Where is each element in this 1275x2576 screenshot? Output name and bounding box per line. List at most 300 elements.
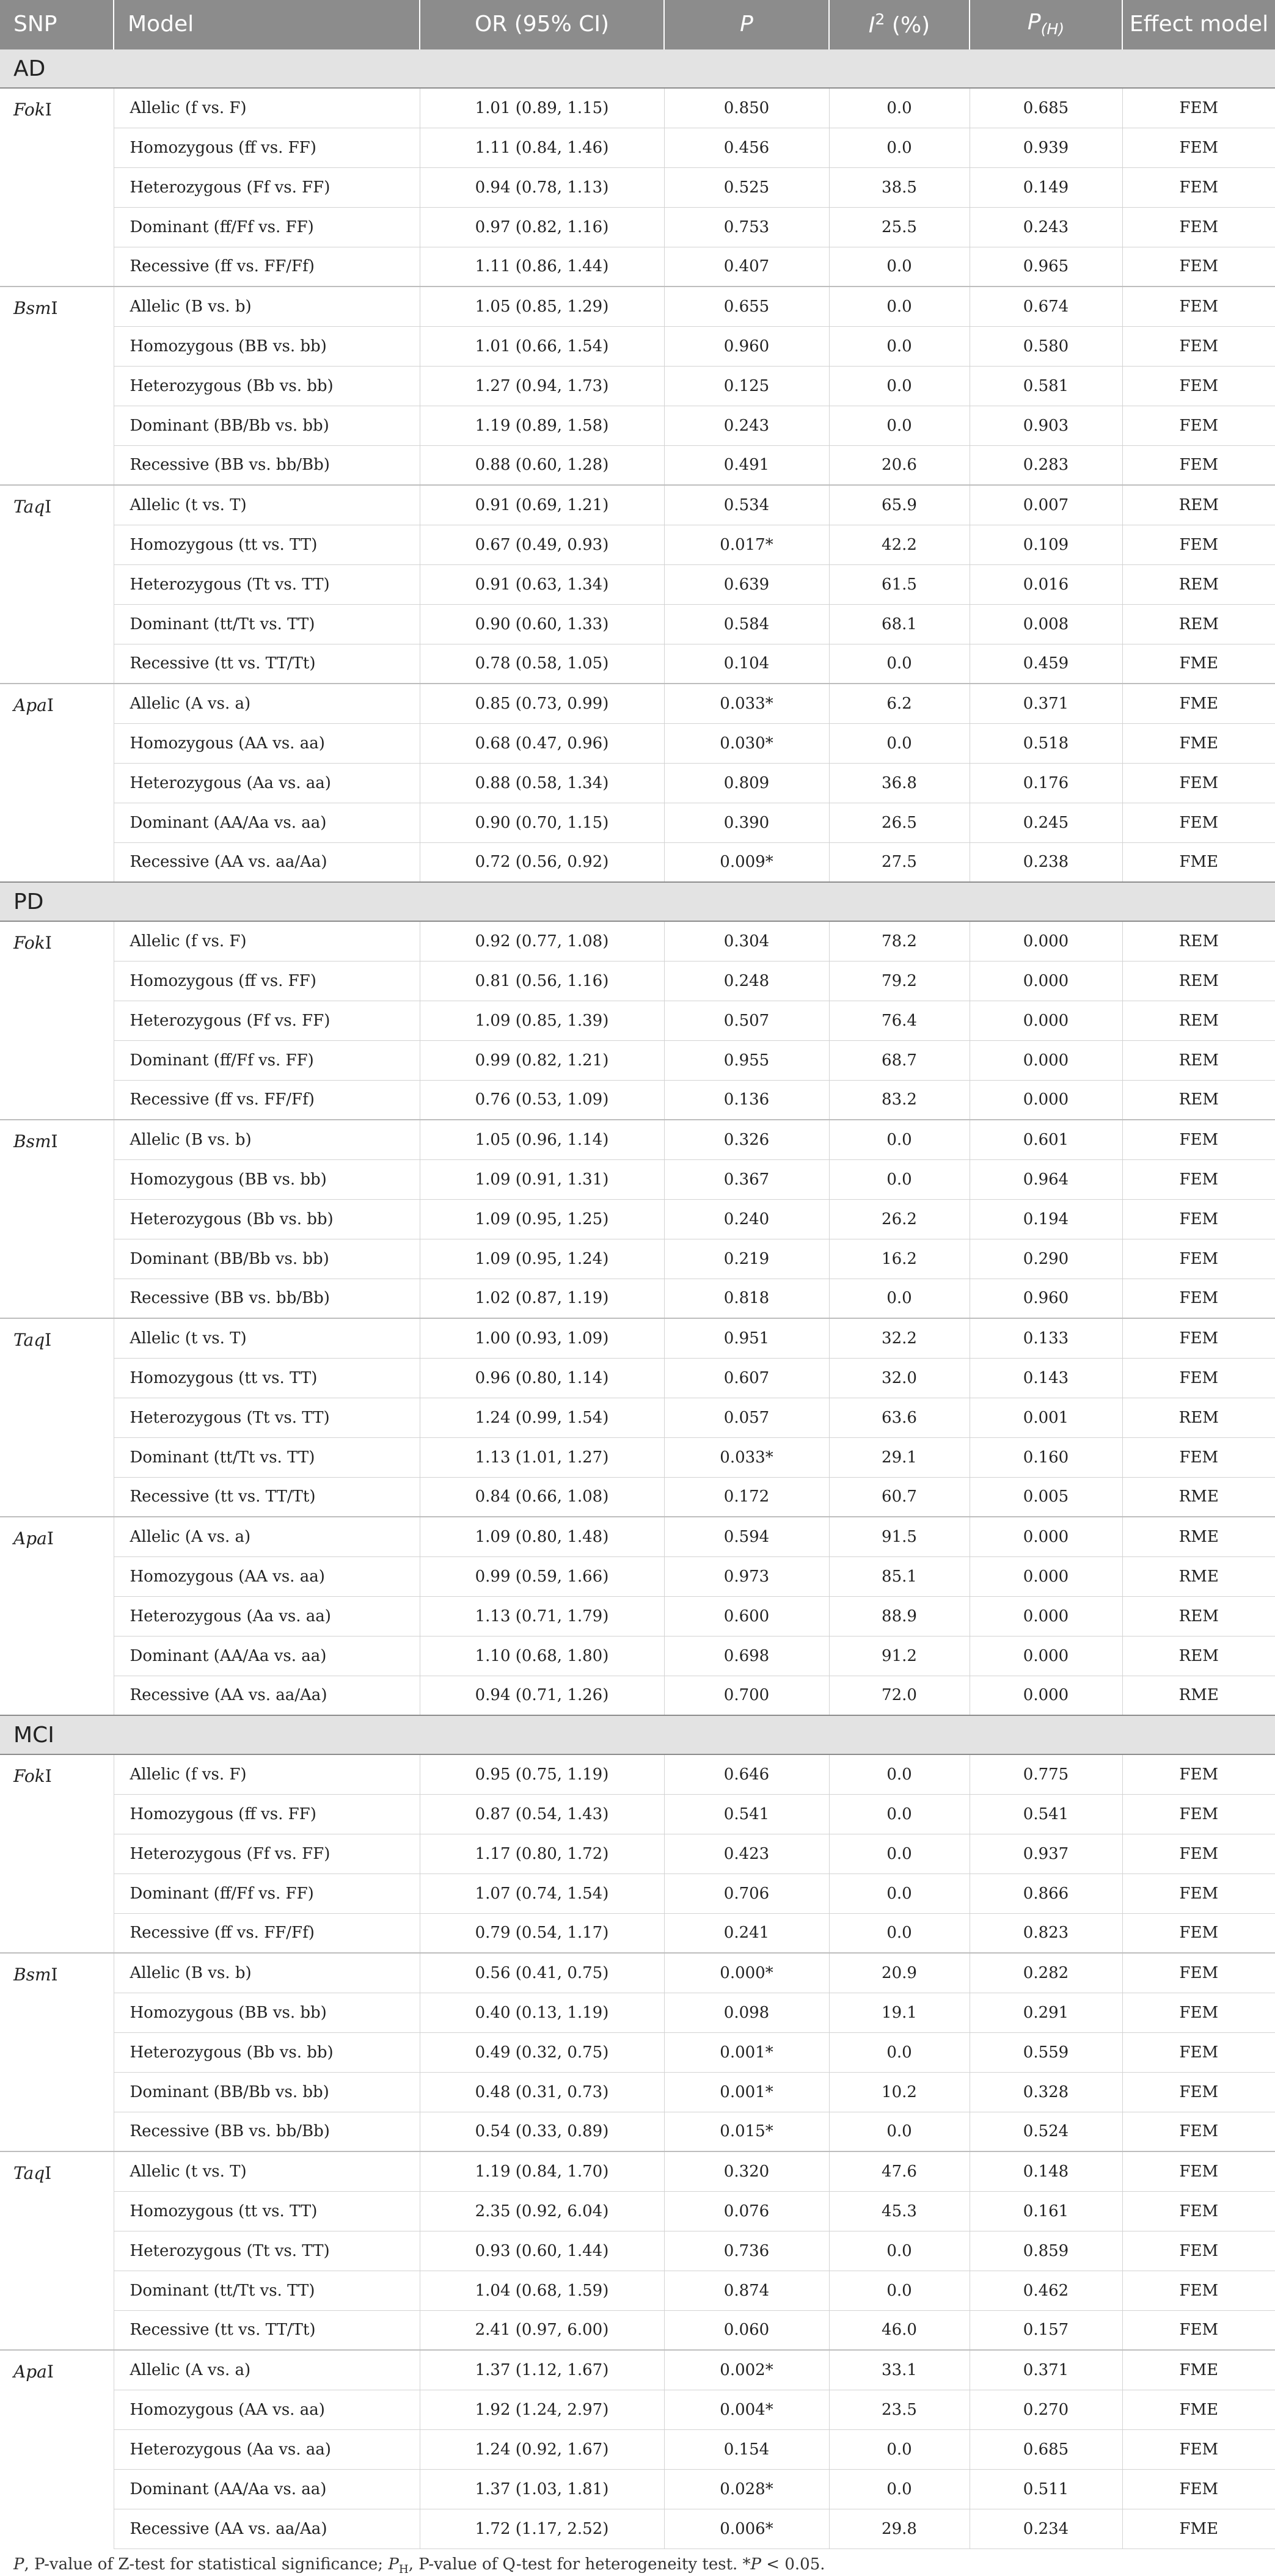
p-cell: 0.136 [664,1080,829,1120]
table-row [0,1913,1275,1953]
p-cell: 0.607 [664,1358,829,1398]
p-cell: 0.240 [664,1199,829,1239]
effect-cell: REM [1122,1636,1275,1676]
header-row [0,0,1275,49]
or-cell: 0.92 (0.77, 1.08) [420,921,664,961]
p-cell: 0.001* [664,2032,829,2072]
effect-cell: FEM [1122,88,1275,128]
or-cell: 1.11 (0.84, 1.46) [420,128,664,167]
ph-cell: 0.000 [970,1517,1122,1556]
effect-cell: REM [1122,921,1275,961]
or-cell: 1.72 (1.17, 2.52) [420,2509,664,2549]
table-row [0,2271,1275,2310]
table-row [0,1358,1275,1398]
effect-cell: FEM [1122,2191,1275,2231]
i2-cell: 26.2 [829,1199,970,1239]
p-cell: 0.541 [664,1794,829,1834]
i2-cell: 0.0 [829,2429,970,2469]
i2-cell: 91.2 [829,1636,970,1676]
i2-cell: 60.7 [829,1477,970,1517]
model-cell: Homozygous (BB vs. bb) [114,1993,420,2032]
effect-cell: REM [1122,1040,1275,1080]
effect-cell: FEM [1122,1120,1275,1159]
section-label: PD [0,882,1275,921]
ph-cell: 0.965 [970,247,1122,286]
or-cell: 1.09 (0.85, 1.39) [420,1001,664,1040]
snp-label [0,1318,114,1517]
ph-cell: 0.371 [970,2350,1122,2390]
table-row [0,2032,1275,2072]
model-cell: Heterozygous (Bb vs. bb) [114,1199,420,1239]
snp-label [0,684,114,882]
p-cell: 0.655 [664,286,829,326]
ph-cell: 0.511 [970,2469,1122,2509]
ph-cell: 0.524 [970,2112,1122,2151]
i2-cell: 0.0 [829,247,970,286]
model-cell: Recessive (BB vs. bb/Bb) [114,2112,420,2151]
or-cell: 1.11 (0.86, 1.44) [420,247,664,286]
i2-cell: 46.0 [829,2310,970,2350]
effect-cell: FME [1122,723,1275,763]
effect-cell: FEM [1122,763,1275,803]
or-cell: 1.37 (1.03, 1.81) [420,2469,664,2509]
effect-cell: FME [1122,644,1275,684]
p-cell: 0.584 [664,604,829,644]
i2-cell: 68.1 [829,604,970,644]
snp-suffix: I [51,1965,58,1985]
p-cell: 0.219 [664,1239,829,1279]
effect-cell: FEM [1122,2429,1275,2469]
i2-cell: 0.0 [829,1120,970,1159]
p-cell: 0.639 [664,564,829,604]
p-cell: 0.736 [664,2231,829,2271]
ph-cell: 0.161 [970,2191,1122,2231]
snp-suffix: I [45,100,52,120]
p-cell: 0.057 [664,1398,829,1437]
or-cell: 0.56 (0.41, 0.75) [420,1953,664,1993]
snp-name: Bsm [13,298,51,318]
table-row [0,2469,1275,2509]
model-cell: Heterozygous (Tt vs. TT) [114,2231,420,2271]
section-row [0,882,1275,921]
model-cell: Homozygous (ff vs. FF) [114,1794,420,1834]
or-cell: 1.04 (0.68, 1.59) [420,2271,664,2310]
or-cell: 0.84 (0.66, 1.08) [420,1477,664,1517]
model-cell: Homozygous (ff vs. FF) [114,128,420,167]
p-cell: 0.525 [664,167,829,207]
i2-cell: 0.0 [829,88,970,128]
p-cell: 0.646 [664,1754,829,1794]
effect-cell: FEM [1122,1358,1275,1398]
snp-label [0,1953,114,2151]
ph-cell: 0.937 [970,1834,1122,1874]
snp-label [0,1754,114,1953]
ph-cell: 0.000 [970,1556,1122,1596]
model-cell: Homozygous (tt vs. TT) [114,2191,420,2231]
i2-cell: 78.2 [829,921,970,961]
p-cell: 0.030* [664,723,829,763]
effect-cell: FEM [1122,445,1275,485]
effect-cell: FEM [1122,1953,1275,1993]
header-i2-unit: (%) [885,13,930,38]
model-cell: Homozygous (tt vs. TT) [114,1358,420,1398]
model-cell: Dominant (AA/Aa vs. aa) [114,1636,420,1676]
effect-cell: FEM [1122,1239,1275,1279]
or-cell: 1.13 (0.71, 1.79) [420,1596,664,1636]
snp-label [0,1517,114,1715]
i2-cell: 36.8 [829,763,970,803]
header-ph-sub: (H) [1040,20,1065,38]
p-cell: 0.753 [664,207,829,247]
snp-suffix: I [45,933,52,953]
p-cell: 0.000* [664,1953,829,1993]
i2-cell: 45.3 [829,2191,970,2231]
p-cell: 0.973 [664,1556,829,1596]
model-cell: Recessive (BB vs. bb/Bb) [114,1279,420,1318]
table-row [0,1159,1275,1199]
i2-cell: 0.0 [829,1159,970,1199]
ph-cell: 0.016 [970,564,1122,604]
p-cell: 0.698 [664,1636,829,1676]
or-cell: 1.17 (0.80, 1.72) [420,1834,664,1874]
p-cell: 0.818 [664,1279,829,1318]
model-cell: Allelic (B vs. b) [114,1953,420,1993]
p-cell: 0.534 [664,485,829,525]
table-row [0,1874,1275,1913]
or-cell: 0.87 (0.54, 1.43) [420,1794,664,1834]
model-cell: Homozygous (ff vs. FF) [114,961,420,1001]
ph-cell: 0.000 [970,1080,1122,1120]
ph-cell: 0.000 [970,1676,1122,1715]
effect-cell: RME [1122,1676,1275,1715]
table-row [0,1953,1275,1993]
effect-cell: FEM [1122,1754,1275,1794]
ph-cell: 0.580 [970,326,1122,366]
table-row [0,2509,1275,2549]
table-row [0,286,1275,326]
i2-cell: 61.5 [829,564,970,604]
table-row [0,1556,1275,1596]
or-cell: 0.96 (0.80, 1.14) [420,1358,664,1398]
i2-cell: 10.2 [829,2072,970,2112]
p-cell: 0.104 [664,644,829,684]
or-cell: 1.10 (0.68, 1.80) [420,1636,664,1676]
ph-cell: 0.245 [970,803,1122,842]
model-cell: Recessive (BB vs. bb/Bb) [114,445,420,485]
ph-cell: 0.149 [970,167,1122,207]
or-cell: 0.54 (0.33, 0.89) [420,2112,664,2151]
or-cell: 0.67 (0.49, 0.93) [420,525,664,564]
model-cell: Dominant (tt/Tt vs. TT) [114,604,420,644]
table-row [0,2310,1275,2350]
or-cell: 0.99 (0.82, 1.21) [420,1040,664,1080]
ph-cell: 0.518 [970,723,1122,763]
ph-cell: 0.291 [970,1993,1122,2032]
p-cell: 0.390 [664,803,829,842]
ph-cell: 0.462 [970,2271,1122,2310]
table-row [0,1080,1275,1120]
or-cell: 1.19 (0.89, 1.58) [420,406,664,445]
or-cell: 0.68 (0.47, 0.96) [420,723,664,763]
effect-cell: FEM [1122,1279,1275,1318]
or-cell: 0.48 (0.31, 0.73) [420,2072,664,2112]
table-row [0,1398,1275,1437]
model-cell: Dominant (BB/Bb vs. bb) [114,2072,420,2112]
table-row [0,2350,1275,2390]
ph-cell: 0.133 [970,1318,1122,1358]
model-cell: Recessive (tt vs. TT/Tt) [114,2310,420,2350]
snp-name: Taq [13,1330,45,1350]
p-cell: 0.951 [664,1318,829,1358]
table-row [0,842,1275,882]
snp-name: Fok [13,933,45,953]
or-cell: 0.91 (0.69, 1.21) [420,485,664,525]
i2-cell: 38.5 [829,167,970,207]
table-row [0,921,1275,961]
snp-name: Bsm [13,1965,51,1985]
ph-cell: 0.005 [970,1477,1122,1517]
p-cell: 0.243 [664,406,829,445]
effect-cell: REM [1122,1080,1275,1120]
or-cell: 0.85 (0.73, 0.99) [420,684,664,723]
effect-cell: FME [1122,2390,1275,2429]
footnote-ph-text: , P-value of Q-test for heterogeneity test. * [408,2555,751,2574]
effect-cell: FEM [1122,1834,1275,1874]
i2-cell: 16.2 [829,1239,970,1279]
table-row [0,1318,1275,1358]
section-label: AD [0,49,1275,88]
ph-cell: 0.775 [970,1754,1122,1794]
table-row [0,961,1275,1001]
model-cell: Recessive (AA vs. aa/Aa) [114,842,420,882]
table-row [0,247,1275,286]
or-cell: 0.88 (0.60, 1.28) [420,445,664,485]
i2-cell: 25.5 [829,207,970,247]
or-cell: 0.81 (0.56, 1.16) [420,961,664,1001]
p-cell: 0.060 [664,2310,829,2350]
ph-cell: 0.939 [970,128,1122,167]
snp-suffix: I [45,497,52,517]
snp-label [0,88,114,286]
table-row [0,604,1275,644]
model-cell: Recessive (ff vs. FF/Ff) [114,1913,420,1953]
ph-cell: 0.823 [970,1913,1122,1953]
table-row [0,1794,1275,1834]
snp-label [0,2350,114,2549]
footnote-ph-symbol: P [388,2555,399,2574]
header-or: OR (95% CI) [420,0,664,49]
model-cell: Recessive (tt vs. TT/Tt) [114,644,420,684]
effect-cell: REM [1122,1596,1275,1636]
model-cell: Allelic (t vs. T) [114,2151,420,2191]
table-row [0,1517,1275,1556]
ph-cell: 0.685 [970,88,1122,128]
model-cell: Recessive (AA vs. aa/Aa) [114,1676,420,1715]
or-cell: 0.40 (0.13, 1.19) [420,1993,664,2032]
ph-cell: 0.581 [970,366,1122,406]
table-row [0,366,1275,406]
i2-cell: 63.6 [829,1398,970,1437]
snp-label [0,921,114,1120]
or-cell: 0.49 (0.32, 0.75) [420,2032,664,2072]
footnote-ph-sub: H [398,2563,409,2576]
or-cell: 1.24 (0.92, 1.67) [420,2429,664,2469]
i2-cell: 19.1 [829,1993,970,2032]
table-row [0,1001,1275,1040]
p-cell: 0.367 [664,1159,829,1199]
model-cell: Heterozygous (Aa vs. aa) [114,1596,420,1636]
table-row [0,803,1275,842]
effect-cell: REM [1122,1398,1275,1437]
table-row [0,1596,1275,1636]
table-row [0,2072,1275,2112]
header-i2 [829,0,970,49]
or-cell: 0.72 (0.56, 0.92) [420,842,664,882]
model-cell: Heterozygous (Ff vs. FF) [114,167,420,207]
ph-cell: 0.238 [970,842,1122,882]
table-row [0,1477,1275,1517]
model-cell: Dominant (AA/Aa vs. aa) [114,803,420,842]
ph-cell: 0.270 [970,2390,1122,2429]
or-cell: 1.24 (0.99, 1.54) [420,1398,664,1437]
model-cell: Dominant (tt/Tt vs. TT) [114,2271,420,2310]
ph-cell: 0.000 [970,961,1122,1001]
i2-cell: 0.0 [829,644,970,684]
ph-cell: 0.000 [970,1001,1122,1040]
p-cell: 0.423 [664,1834,829,1874]
or-cell: 0.91 (0.63, 1.34) [420,564,664,604]
table-row [0,1676,1275,1715]
ph-cell: 0.000 [970,1040,1122,1080]
or-cell: 0.88 (0.58, 1.34) [420,763,664,803]
ph-cell: 0.148 [970,2151,1122,2191]
p-cell: 0.456 [664,128,829,167]
model-cell: Heterozygous (Aa vs. aa) [114,2429,420,2469]
header-p: P [664,0,829,49]
snp-name: Fok [13,100,45,120]
i2-cell: 32.2 [829,1318,970,1358]
p-cell: 0.009* [664,842,829,882]
i2-cell: 72.0 [829,1676,970,1715]
model-cell: Recessive (ff vs. FF/Ff) [114,1080,420,1120]
model-cell: Dominant (BB/Bb vs. bb) [114,406,420,445]
model-cell: Homozygous (tt vs. TT) [114,525,420,564]
p-cell: 0.172 [664,1477,829,1517]
model-cell: Allelic (f vs. F) [114,1754,420,1794]
effect-cell: FEM [1122,286,1275,326]
table-body [0,49,1275,2549]
i2-cell: 26.5 [829,803,970,842]
ph-cell: 0.000 [970,921,1122,961]
table-row [0,88,1275,128]
p-cell: 0.955 [664,1040,829,1080]
header-snp: SNP [0,0,114,49]
ph-cell: 0.000 [970,1596,1122,1636]
p-cell: 0.700 [664,1676,829,1715]
snp-name: Fok [13,1766,45,1786]
ph-cell: 0.109 [970,525,1122,564]
effect-cell: RME [1122,1477,1275,1517]
i2-cell: 0.0 [829,723,970,763]
or-cell: 0.78 (0.58, 1.05) [420,644,664,684]
ph-cell: 0.541 [970,1794,1122,1834]
model-cell: Homozygous (BB vs. bb) [114,1159,420,1199]
effect-cell: FME [1122,842,1275,882]
i2-cell: 0.0 [829,286,970,326]
i2-cell: 29.8 [829,2509,970,2549]
ph-cell: 0.160 [970,1437,1122,1477]
or-cell: 1.00 (0.93, 1.09) [420,1318,664,1358]
model-cell: Homozygous (AA vs. aa) [114,2390,420,2429]
p-cell: 0.960 [664,326,829,366]
footnote-p-symbol: P [13,2555,24,2574]
model-cell: Recessive (ff vs. FF/Ff) [114,247,420,286]
effect-cell: REM [1122,1001,1275,1040]
p-cell: 0.006* [664,2509,829,2549]
footnote-sig-text: < 0.05. [761,2555,825,2574]
ph-cell: 0.283 [970,445,1122,485]
i2-cell: 0.0 [829,2469,970,2509]
snp-label [0,2151,114,2350]
snp-suffix: I [51,1131,58,1151]
ph-cell: 0.007 [970,485,1122,525]
table-row [0,2390,1275,2429]
effect-cell: FEM [1122,128,1275,167]
or-cell: 0.90 (0.60, 1.33) [420,604,664,644]
model-cell: Allelic (B vs. b) [114,1120,420,1159]
snp-name: Apa [13,2362,47,2382]
ph-cell: 0.000 [970,1636,1122,1676]
model-cell: Recessive (AA vs. aa/Aa) [114,2509,420,2549]
effect-cell: FEM [1122,326,1275,366]
or-cell: 1.09 (0.95, 1.25) [420,1199,664,1239]
table-row [0,1279,1275,1318]
i2-cell: 29.1 [829,1437,970,1477]
i2-cell: 0.0 [829,2231,970,2271]
or-cell: 0.90 (0.70, 1.15) [420,803,664,842]
snp-suffix: I [45,1766,52,1786]
or-cell: 1.09 (0.95, 1.24) [420,1239,664,1279]
effect-cell: FEM [1122,2032,1275,2072]
table-row [0,684,1275,723]
or-cell: 0.79 (0.54, 1.17) [420,1913,664,1953]
ph-cell: 0.243 [970,207,1122,247]
table-row [0,2191,1275,2231]
table-row [0,128,1275,167]
effect-cell: FEM [1122,2271,1275,2310]
or-cell: 1.07 (0.74, 1.54) [420,1874,664,1913]
snp-name: Taq [13,2163,45,2183]
ph-cell: 0.234 [970,2509,1122,2549]
or-cell: 0.94 (0.78, 1.13) [420,167,664,207]
ph-cell: 0.559 [970,2032,1122,2072]
i2-cell: 0.0 [829,1279,970,1318]
model-cell: Heterozygous (Tt vs. TT) [114,1398,420,1437]
or-cell: 0.97 (0.82, 1.16) [420,207,664,247]
p-cell: 0.326 [664,1120,829,1159]
model-cell: Allelic (t vs. T) [114,485,420,525]
table-row [0,485,1275,525]
table-row [0,167,1275,207]
p-cell: 0.407 [664,247,829,286]
effect-cell: FEM [1122,366,1275,406]
snp-suffix: I [46,1528,54,1549]
ph-cell: 0.176 [970,763,1122,803]
snp-suffix: I [51,298,58,318]
effect-cell: REM [1122,961,1275,1001]
i2-cell: 0.0 [829,1834,970,1874]
p-cell: 0.033* [664,684,829,723]
